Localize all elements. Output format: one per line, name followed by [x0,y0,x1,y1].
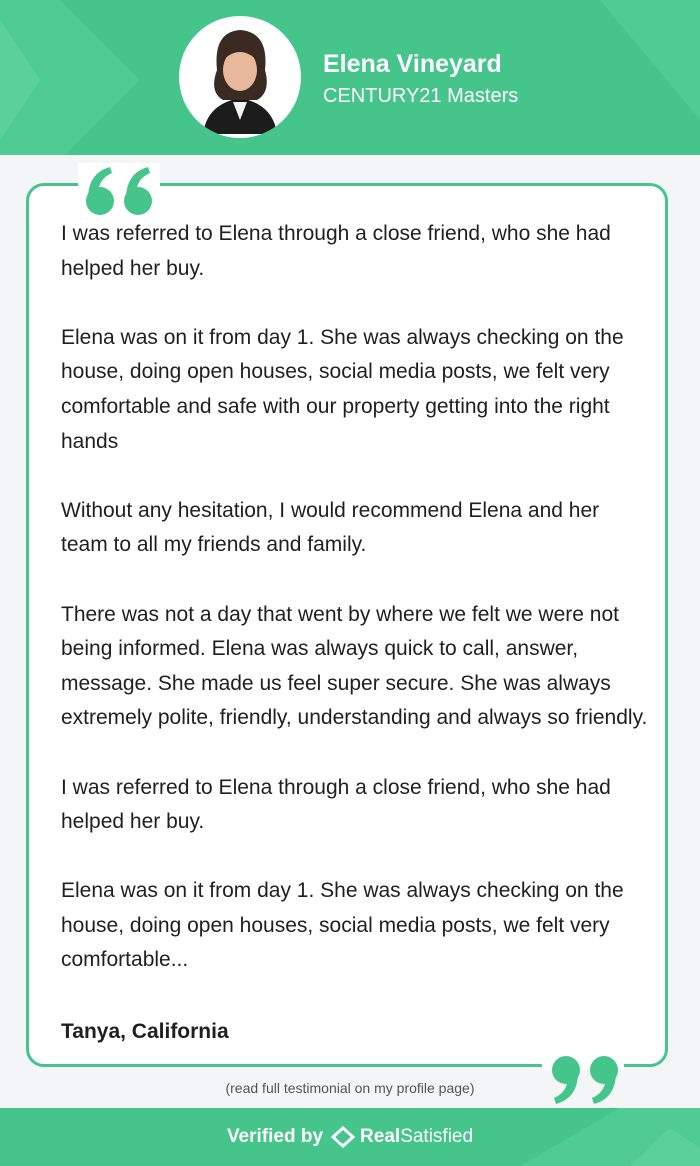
testimonial-author: Tanya, California [61,1020,229,1043]
agent-photo [183,20,297,134]
agent-name: Elena Vineyard [323,50,502,78]
testimonial-paragraph: I was referred to Elena through a close friend, who she had helped her buy. [61,775,611,834]
realsatisfied-logo-icon [331,1126,355,1148]
testimonial-paragraph: I was referred to Elena through a close friend, who she had helped her buy. [61,222,611,280]
testimonial-paragraph: Elena was on it from day 1. She was always checking on the house, doing open houses, social media posts, we felt very comfortable... [61,879,624,972]
verified-by-label: Verified by [226,1126,324,1147]
testimonial-text [61,217,651,1013]
realsatisfied-brand [331,1126,473,1148]
read-full-note[interactable]: (read full testimonial on my profile page) [225,1080,475,1096]
open-quote-icon [78,163,160,219]
verified-by-badge[interactable] [0,1108,700,1166]
brand-real: Real [360,1126,401,1147]
brand-satisfied: Satisfied [400,1126,474,1147]
avatar [179,16,301,138]
testimonial-paragraph: Without any hesitation, I would recommend Elena and her team to all my friends and family. [61,498,600,557]
testimonial-paragraph: There was not a day that went by where we felt we were not being informed. Elena was always quick to call, answer, message. She made us feel super secure. She was always extremely polite, friendly, understanding and always so friendly. [61,602,648,730]
testimonial-paragraph: Elena was on it from day 1. She was always checking on the house, doing open houses, social media posts, we felt very comfortable and safe with our property getting into the right hands [61,325,624,453]
footer-banner [0,1108,700,1166]
agent-company: CENTURY21 Masters [323,85,519,107]
header-banner [0,0,700,155]
